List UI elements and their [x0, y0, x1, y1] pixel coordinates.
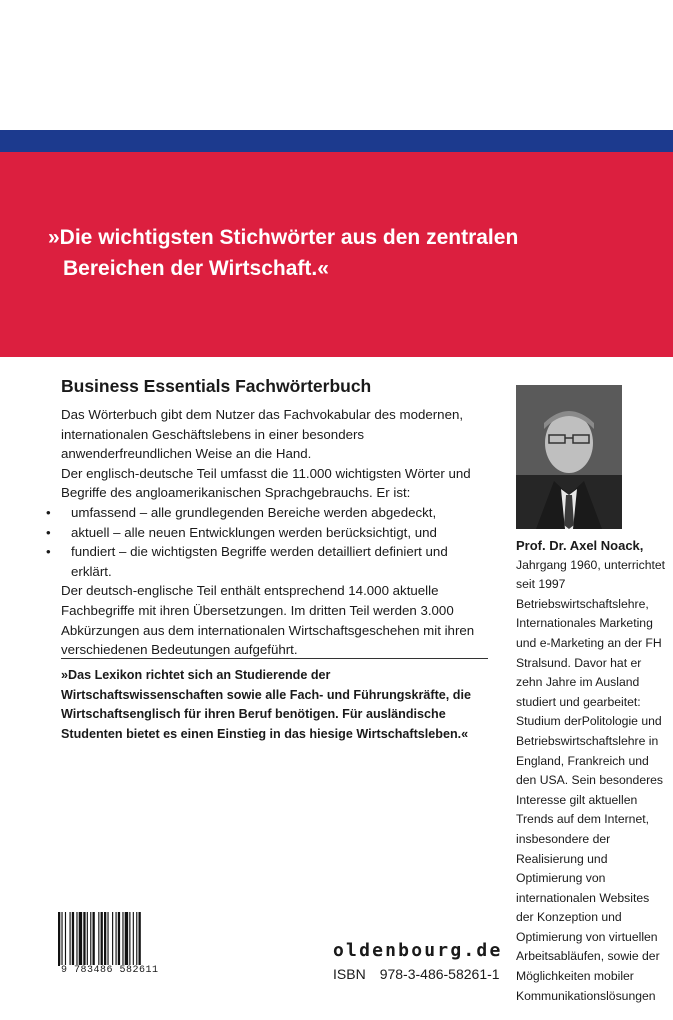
- target-audience-quote: »Das Lexikon richtet sich an Studierende der Wirtschaftswissenschaften sowie alle Fach- und Führungskräfte, die Wirtschaftsenglisch für ihren Beruf benötigen. Für ausländische Studenten bietet es einen Einstieg in das hiesige Wirtschaftsleben.«: [61, 668, 471, 741]
- divider: [61, 658, 488, 659]
- bullet-icon: •: [46, 524, 51, 540]
- description-paragraph-1: Das Wörterbuch gibt dem Nutzer das Fachvokabular des modernen, internationalen Geschäftslebens in einer besonders anwenderfreundlichen Weise an die Hand.: [61, 407, 464, 462]
- banner-quote: [48, 222, 608, 284]
- list-item: • aktuell – alle neuen Entwicklungen werden berücksichtigt, und: [61, 523, 491, 543]
- author-bio-text: Jahrgang 1960, unterrichtet seit 1997 Betriebswirtschaftslehre, Internationales Marketing und e-Marketing an der FH Stralsund. Davor hat er zehn Jahre im Ausland studiert und gearbeitet: Studium derPolitologie und Betriebswirtschaftslehre in England, Frankreich und den USA. Sein besonderes Interesse gilt aktuellen Trends auf dem Internet, insbesondere der Realisierung und Optimierung von internationalen Websites der Konzeption und Optimierung von virtuellen Arbeitsabläufen, sowie der Möglichkeiten mobiler Kommunikationslösungen: [516, 557, 666, 1003]
- isbn-line: [333, 966, 500, 982]
- description-column: [46, 375, 491, 660]
- author-name: Prof. Dr. Axel Noack,: [516, 538, 644, 553]
- bullet-icon: •: [46, 504, 51, 520]
- blue-stripe: [0, 130, 673, 152]
- bullet-icon: •: [46, 544, 51, 560]
- author-photo: [516, 385, 622, 529]
- isbn-label: ISBN: [333, 966, 366, 982]
- feature-list: [46, 503, 491, 581]
- description-paragraph-3: Der deutsch-englische Teil enthält entsprechend 14.000 aktuelle Fachbegriffe mit ihren Übersetzungen. Im dritten Teil werden 3.000 Abkürzungen aus dem internationalen Wirtschaftsgeschehen mit ihren verschiedenen Bedeutungen aufgeführt.: [61, 583, 475, 658]
- publisher-url: oldenbourg.de: [333, 940, 503, 961]
- isbn-value: 978-3-486-58261-1: [379, 966, 500, 982]
- book-title: Business Essentials Fachwörterbuch: [61, 376, 372, 396]
- list-item: • fundiert – die wichtigsten Begriffe werden detailliert definiert und erklärt.: [46, 544, 448, 579]
- description-paragraph-2: Der englisch-deutsche Teil umfasst die 11.000 wichtigsten Wörter und Begriffe des angloamerikanischen Sprachgebrauchs. Er ist:: [61, 465, 471, 501]
- author-bio: [516, 536, 666, 1006]
- list-item: • umfassend – alle grundlegenden Bereiche werden abgedeckt,: [61, 503, 491, 523]
- banner-quote-line1: »Die wichtigsten Stichwörter aus den zentralen: [48, 226, 519, 249]
- banner-quote-line2: Bereichen der Wirtschaft.«: [63, 257, 329, 280]
- barcode-number: 9 783486 582611: [61, 965, 159, 976]
